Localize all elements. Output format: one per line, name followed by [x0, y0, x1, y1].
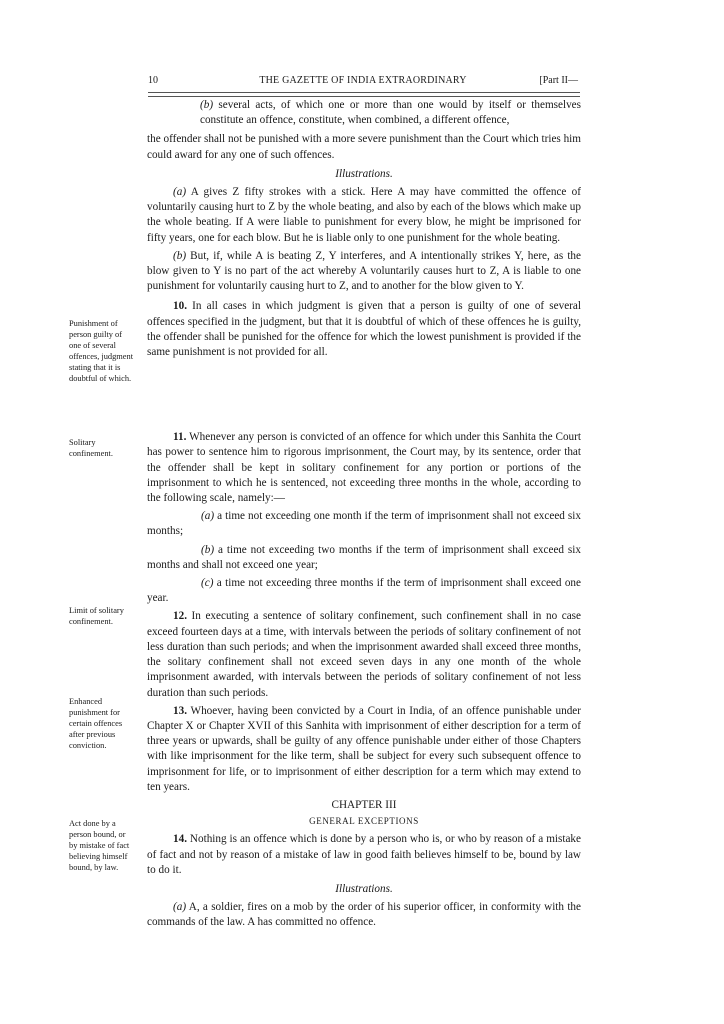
margin-note-section-11: Solitary confinement. — [69, 438, 113, 458]
section-11-a: (a) a time not exceeding one month if the term of imprisonment shall not exceed six months; — [147, 510, 581, 538]
gazette-title: THE GAZETTE OF INDIA EXTRAORDINARY — [259, 75, 467, 86]
section-13: 13. Whoever, having been convicted by a Court in India, of an offence punishable under Chapter X or Chapter XVII of this Sanhita with imprisonment of either description for a term of three years or upwards, shall be guilty of any offence punishable under either of those Chapters with like imprisonment for the like term, shall be subject for every such subsequent offence to imprisonment for life, or to imprisonment of either description for a term which may extend to ten years. — [147, 704, 581, 793]
illustrations-heading-2: Illustrations. — [335, 882, 393, 895]
illustrations-heading-1: Illustrations. — [335, 167, 393, 180]
page-header — [148, 75, 578, 91]
section-14: 14. Nothing is an offence which is done by a person who is, or who by reason of a mistake of fact and not by reason of a mistake of law in good faith believes himself to be, bound by law to do it. — [147, 833, 581, 876]
page-number: 10 — [148, 75, 158, 86]
margin-note-section-10: Punishment of person guilty of one of several offences, judgment stating that it is doubtful of which. — [69, 319, 134, 383]
margin-note-section-13: Enhanced punishment for certain offences after previous conviction. — [69, 697, 123, 750]
chapter-heading: CHAPTER III — [331, 798, 397, 811]
chapter-subheading: GENERAL EXCEPTIONS — [309, 816, 419, 827]
header-rule — [148, 92, 580, 97]
section-10: 10. In all cases in which judgment is given that a person is guilty of one of several offences specified in the judgment, but that it is doubtful of which of these offences he is guilty, the offender shall be punished for the offence for which the lowest punishment is provided if the same punishment is not provided for all. — [147, 300, 581, 359]
section-11-b: (b) a time not exceeding two months if the term of imprisonment shall exceed six months and shall not exceed one year; — [147, 543, 581, 571]
offender-paragraph: the offender shall not be punished with a more severe punishment than the Court which tries him could award for any one of such offences. — [147, 133, 581, 161]
illustration-b: (b) But, if, while A is beating Z, Y interferes, and A intentionally strikes Y, here, as the blow given to Y is no part of the act whereby A voluntarily causes hurt to Z, A is liable to one punishment for voluntarily causing hurt to Z, and to another for the blow given to Y. — [147, 249, 581, 293]
section-14-illustration-a: (a) A, a soldier, fires on a mob by the order of his superior officer, in conformity with the commands of the law. A has committed no offence. — [147, 901, 581, 929]
section-12: 12. In executing a sentence of solitary confinement, such confinement shall in no case exceed fourteen days at a time, with intervals between the periods of solitary confinement of not less duration than such periods; and when the imprisonment awarded shall exceed three months, the solitary confinement shall not exceed seven days in any one month of the whole imprisonment awarded, with intervals between the periods of solitary confinement of not less duration than such periods. — [147, 610, 581, 699]
margin-note-section-12: Limit of solitary confinement. — [69, 606, 124, 626]
section-11: 11. Whenever any person is convicted of an offence for which under this Sanhita the Court has power to sentence him to rigorous imprisonment, the Court may, by its sentence, order that the offender shall be kept in solitary confinement for any portion or portions of the imprisonment to which he is sentenced, not exceeding three months in the whole, according to the following scale, namely:— — [147, 431, 581, 505]
part-label: [Part II— — [539, 75, 578, 86]
illustration-a: (a) A gives Z fifty strokes with a stick. Here A may have committed the offence of voluntarily causing hurt to Z by the whole beating, and also by each of the blows which make up the whole beating. If A were liable to punishment for every blow, he might be imprisoned for fifty years, one for each blow. But he is liable only to one punishment for the whole beating. — [147, 186, 581, 244]
clause-b: (b) several acts, of which one or more than one would by itself or themselves constitute an offence, constitute, when combined, a different offence, — [200, 99, 581, 127]
document-body — [147, 98, 581, 931]
margin-note-section-14: Act done by a person bound, or by mistake of fact believing himself bound, by law. — [69, 819, 130, 872]
section-11-c: (c) a time not exceeding three months if the term of imprisonment shall exceed one year. — [147, 577, 581, 605]
